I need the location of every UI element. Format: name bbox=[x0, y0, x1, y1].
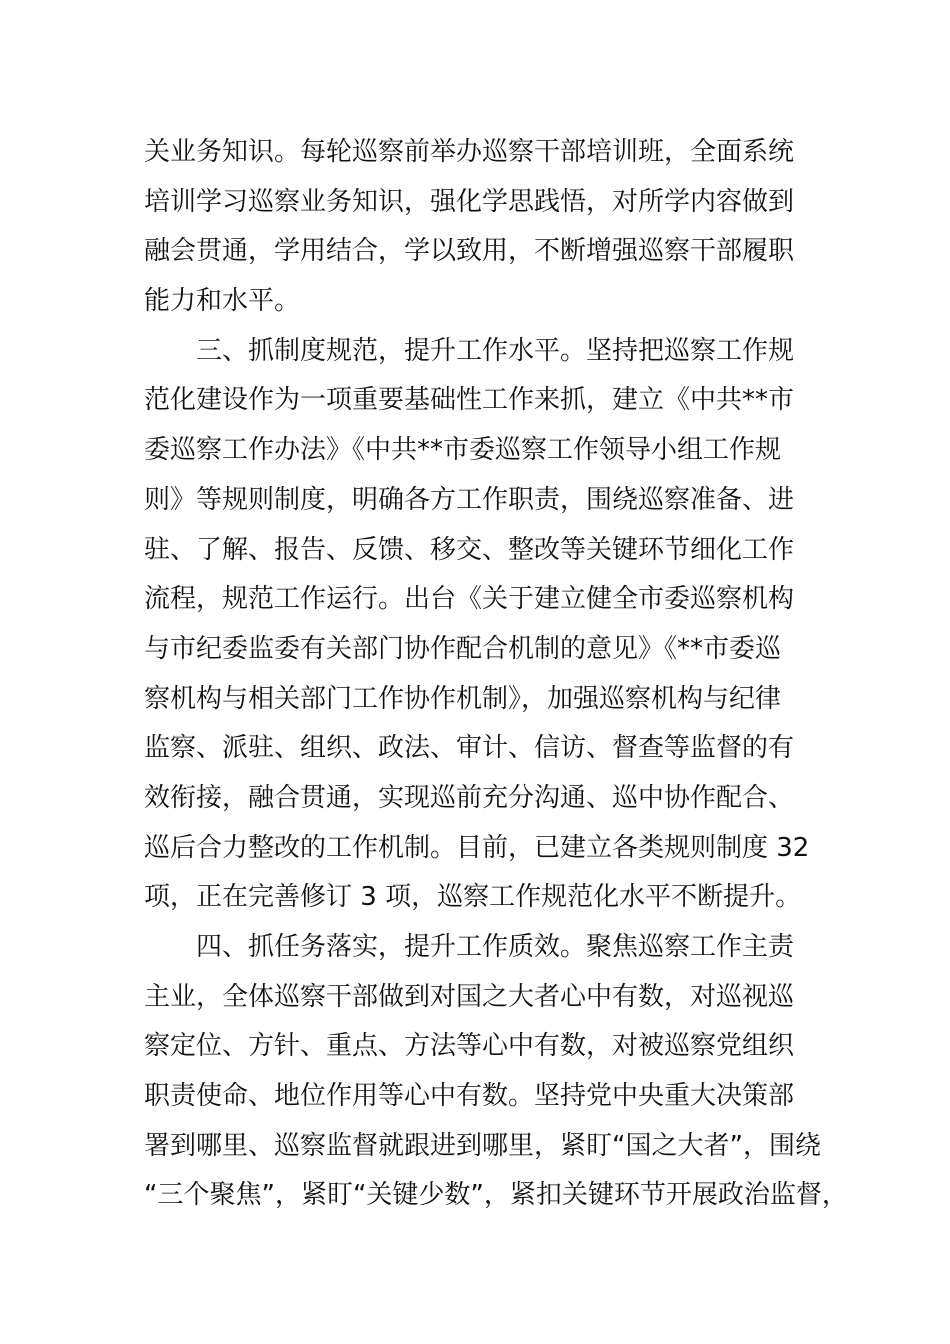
text-line: 察定位、方针、重点、方法等心中有数，对被巡察党组织 bbox=[144, 1031, 795, 1062]
text-line: 融会贯通，学用结合，学以致用，不断增强巡察干部履职 bbox=[144, 236, 795, 267]
text-line: 巡后合力整改的工作机制。目前，已建立各类规则制度 32 bbox=[144, 832, 810, 863]
text-line: 效衔接，融合贯通，实现巡前充分沟通、巡中协作配合、 bbox=[144, 782, 795, 813]
text-line: 委巡察工作办法》《中共**市委巡察工作领导小组工作规 bbox=[144, 435, 782, 466]
text-line: 流程，规范工作运行。出台《关于建立健全市委巡察机构 bbox=[144, 584, 795, 615]
text-line: 主业，全体巡察干部做到对国之大者心中有数，对巡视巡 bbox=[144, 981, 795, 1012]
paragraph-heading-line: 四、抓任务落实，提升工作质效。聚焦巡察工作主责 bbox=[144, 932, 795, 962]
paragraph-heading-line: 三、抓制度规范，提升工作水平。坚持把巡察工作规 bbox=[144, 335, 795, 366]
text-line: 署到哪里、巡察监督就跟进到哪里，紧盯“国之大者”，围绕 bbox=[144, 1130, 821, 1161]
text-line: 驻、了解、报告、反馈、移交、整改等关键环节细化工作 bbox=[144, 534, 795, 565]
text-line: “三个聚焦”，紧盯“关键少数”，紧扣关键环节开展政治监督， bbox=[144, 1180, 848, 1211]
text-line: 监察、派驻、组织、政法、审计、信访、督查等监督的有 bbox=[144, 733, 795, 764]
body-text bbox=[144, 128, 848, 1221]
text-line: 关业务知识。每轮巡察前举办巡察干部培训班，全面系统 bbox=[144, 137, 795, 167]
text-line: 范化建设作为一项重要基础性工作来抓，建立《中共**市 bbox=[144, 385, 795, 416]
text-line: 培训学习巡察业务知识，强化学思践悟，对所学内容做到 bbox=[144, 186, 795, 217]
text-line: 与市纪委监委有关部门协作配合机制的意见》《**市委巡 bbox=[144, 633, 782, 664]
text-line: 察机构与相关部门工作协作机制》，加强巡察机构与纪律 bbox=[144, 683, 782, 714]
text-line: 项，正在完善修订 3 项，巡察工作规范化水平不断提升。 bbox=[144, 882, 802, 913]
text-line: 能力和水平。 bbox=[144, 286, 301, 317]
text-line: 职责使命、地位作用等心中有数。坚持党中央重大决策部 bbox=[144, 1081, 795, 1112]
text-line: 则》等规则制度，明确各方工作职责，围绕巡察准备、进 bbox=[144, 484, 795, 515]
